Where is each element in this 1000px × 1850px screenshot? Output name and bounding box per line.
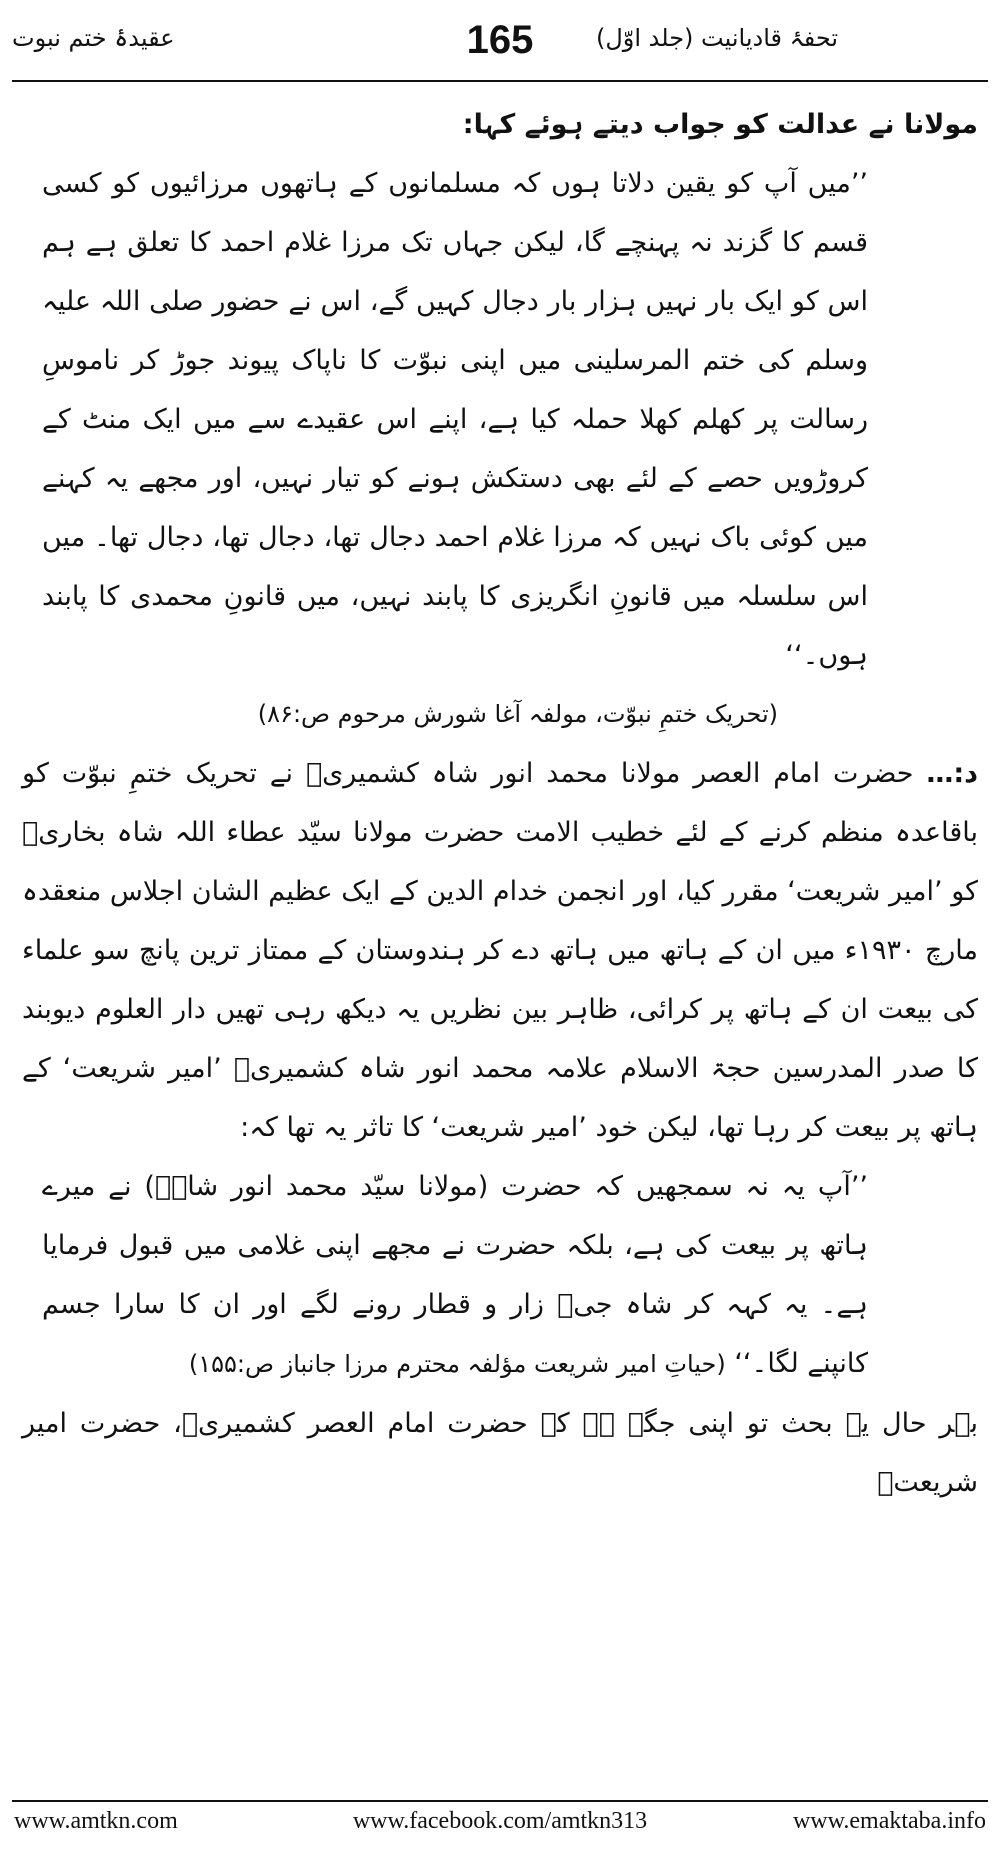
paragraph-closing: بہر حال یہ بحث تو اپنی جگہ ہے کہ حضرت امام العصر کشمیریؒ، حضرت امیر شریعتؒ: [22, 1408, 978, 1498]
quote-block-2: [22, 1157, 978, 1394]
quote-block-1: ’’میں آپ کو یقین دلاتا ہوں کہ مسلمانوں کے ہاتھوں مرزائیوں کو کسی قسم کا گزند نہ پہنچے گا، لیکن جہاں تک مرزا غلام احمد کا تعلق ہے ہم اس کو ایک بار نہیں ہزار بار دجال کہیں گے، اس نے حضور صلی اللہ علیہ وسلم کی ختم المرسلینی میں اپنی نبوّت کا ناپاک پیوند جوڑ کر ناموسِ رسالت پر کھلم کھلا حملہ کیا ہے، اپنے اس عقیدے سے میں ایک منٹ کے کروڑویں حصے کے لئے بھی دستکش ہونے کو تیار نہیں، اور مجھے یہ کہنے میں کوئی باک نہیں کہ مرزا غلام احمد دجال تھا، دجال تھا، دجال تھا۔ میں اس سلسلہ میں قانونِ انگریزی کا پابند نہیں، میں قانونِ محمدی کا پابند ہوں۔‘‘: [42, 168, 868, 671]
quote-2-text: ’’آپ یہ نہ سمجھیں کہ حضرت (مولانا سیّد محمد انور شاہؒ) نے میرے ہاتھ پر بیعت کی ہے، بلکہ حضرت نے مجھے اپنی غلامی میں قبول فرمایا ہے۔ یہ کہہ کر شاہ جیؒ زار و قطار رونے لگے اور ان کا سارا جسم کانپنے لگا۔‘‘: [42, 1171, 868, 1379]
page-header: [12, 18, 988, 80]
footer-link-emaktaba[interactable]: www.emaktaba.info: [792, 1808, 986, 1834]
paragraph-marker: د:…: [926, 758, 979, 789]
paragraph-d: [22, 744, 978, 1157]
citation-2: (حیاتِ امیر شریعت مؤلفہ محترم مرزا جانباز ص:۱۵۵): [188, 1350, 726, 1378]
footer-link-facebook[interactable]: www.facebook.com/amtkn313: [352, 1808, 648, 1834]
page-body: [22, 95, 978, 1512]
header-book-title: تحفۂ قادیانیت (جلد اوّل): [595, 24, 838, 52]
page-number: 165: [466, 18, 534, 62]
header-chapter-title: عقیدۂ ختم نبوت: [12, 24, 175, 52]
intro-line: مولانا نے عدالت کو جواب دیتے ہوئے کہا:: [462, 109, 978, 140]
footer-divider: [12, 1800, 988, 1802]
footer-link-amtkn[interactable]: www.amtkn.com: [14, 1808, 178, 1834]
header-divider: [12, 80, 988, 82]
page-footer: [0, 1808, 1000, 1842]
citation-1: (تحریک ختمِ نبوّت، مولفہ آغا شورش مرحوم ص:۸۶): [257, 700, 778, 728]
paragraph-d-text: حضرت امام العصر مولانا محمد انور شاہ کشمیریؒ نے تحریک ختمِ نبوّت کو باقاعدہ منظم کرنے کے لئے خطیب الامت حضرت مولانا سیّد عطاء اللہ شاہ بخاریؒ کو ’امیر شریعت‘ مقرر کیا، اور انجمن خدام الدین کے ایک عظیم الشان اجلاس منعقدہ مارچ ۱۹۳۰ء میں ان کے ہاتھ میں ہاتھ دے کر ہندوستان کے ممتاز ترین پانچ سو علماء کی بیعت ان کے ہاتھ پر کرائی، ظاہر بین نظریں یہ دیکھ رہی تھیں دار العلوم دیوبند کا صدر المدرسین حجۃ الاسلام علامہ محمد انور شاہ کشمیریؒ ’امیر شریعت‘ کے ہاتھ پر بیعت کر رہا تھا، لیکن خود ’امیر شریعت‘ کا تاثر یہ تھا کہ:: [22, 758, 978, 1143]
